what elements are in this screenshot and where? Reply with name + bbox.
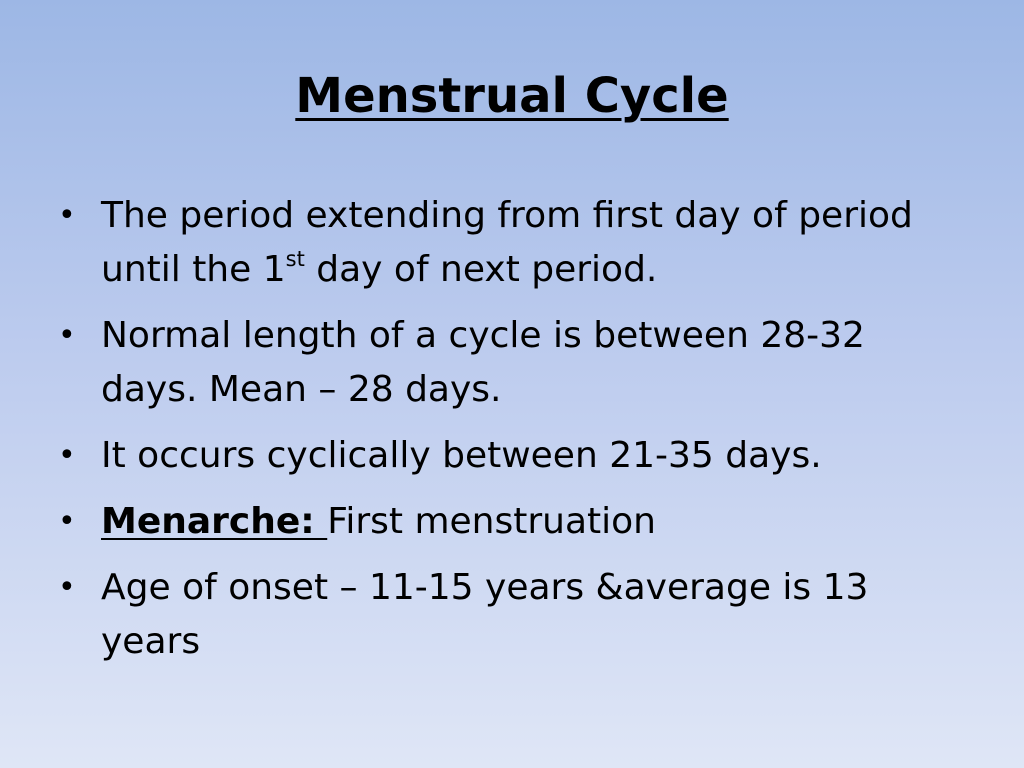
bullet-item-cycle-range — [58, 429, 958, 483]
bullet-icon: • — [58, 504, 76, 539]
bullet-icon: • — [58, 438, 76, 473]
bullet-text: The period extending from first day of period until the 1 — [101, 195, 913, 290]
bullet-icon: • — [58, 198, 76, 233]
bullet-item-age-of-onset — [58, 561, 958, 669]
bullet-item-cycle-length — [58, 309, 958, 417]
bullet-text: Normal length of a cycle is between 28-32 days. Mean – 28 days. — [101, 315, 865, 410]
bullet-text: It occurs cyclically between 21-35 days. — [101, 435, 822, 476]
bullet-icon: • — [58, 318, 76, 353]
bullet-item-cycle-definition — [58, 189, 958, 297]
bullet-text: First menstruation — [327, 501, 656, 542]
slide-title: Menstrual Cycle — [295, 68, 729, 124]
bullet-text: Age of onset – 11-15 years &average is 13 years — [101, 567, 869, 662]
menarche-term: Menarche: — [101, 501, 328, 542]
bullet-icon: • — [58, 570, 76, 605]
ordinal-superscript: st — [285, 247, 305, 271]
bullet-list — [58, 189, 958, 681]
bullet-item-menarche — [58, 495, 958, 549]
bullet-text-continued: day of next period. — [304, 249, 658, 290]
